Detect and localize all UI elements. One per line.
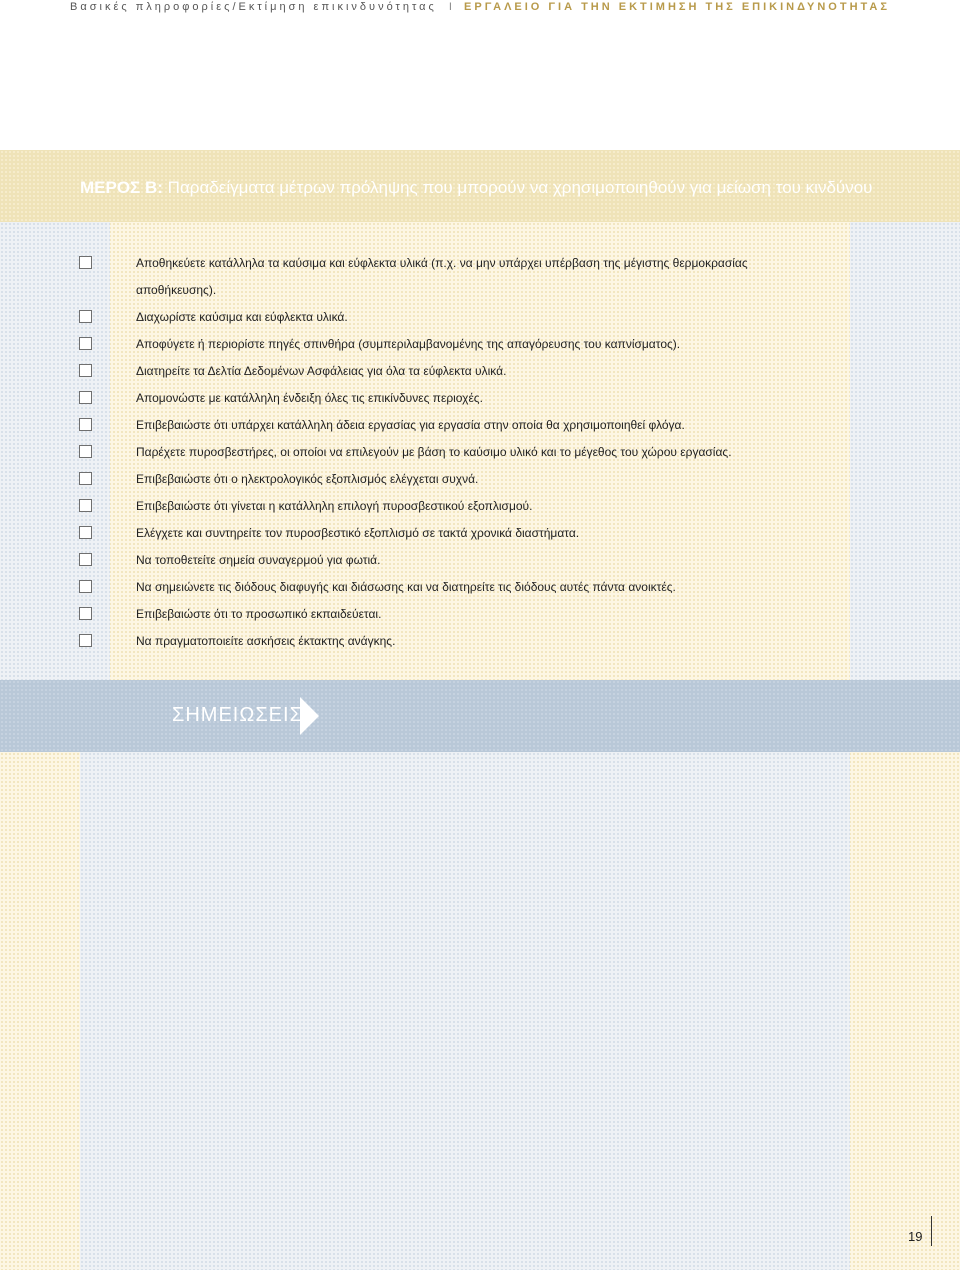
checklist-item (0, 520, 960, 547)
section-title-text: Παραδείγματα μέτρων πρόληψης που μπορούν να χρησιμοποιηθούν για μείωση του κινδύνου (167, 178, 873, 197)
checkbox[interactable] (79, 607, 92, 620)
checklist-item (0, 547, 960, 574)
notes-writing-area[interactable] (80, 752, 850, 1270)
checklist-item (0, 628, 960, 655)
checklist-item (0, 574, 960, 601)
notes-title: ΣΗΜΕΙΩΣΕΙΣ (172, 704, 303, 726)
checklist-item-text: Παρέχετε πυροσβεστήρες, οι οποίοι να επιλεγούν με βάση το καύσιμο υλικό και το μέγεθος του χώρου εργασίας. (136, 445, 732, 459)
checklist-item-text: Επιβεβαιώστε ότι το προσωπικό εκπαιδεύεται. (136, 607, 382, 621)
checkbox[interactable] (79, 337, 92, 350)
checklist-item-text: Αποφύγετε ή περιορίστε πηγές σπινθήρα (συμπεριλαμβανομένης της απαγόρευσης του καπνίσματος). (136, 337, 681, 351)
header-separator: I (448, 1, 452, 13)
checklist-item-text: Διατηρείτε τα Δελτία Δεδομένων Ασφάλειας για όλα τα εύφλεκτα υλικά. (136, 364, 507, 378)
checklist-item (0, 304, 960, 331)
header-right: ΕΡΓΑΛΕΙΟ ΓΙΑ ΤΗΝ ΕΚΤΙΜΗΣΗ ΤΗΣ ΕΠΙΚΙΝΔΥΝΟΤΗΤΑΣ (464, 1, 890, 13)
checklist-item-text: Επιβεβαιώστε ότι ο ηλεκτρολογικός εξοπλισμός ελέγχεται συχνά. (136, 472, 479, 486)
checkbox[interactable] (79, 526, 92, 539)
checklist-item (0, 466, 960, 493)
checklist-item (0, 385, 960, 412)
checkbox[interactable] (79, 391, 92, 404)
checklist-item-text: Διαχωρίστε καύσιμα και εύφλεκτα υλικά. (136, 310, 348, 324)
running-header (0, 0, 960, 14)
page-number: 19 (908, 1229, 923, 1244)
checkbox[interactable] (79, 364, 92, 377)
notes-title-band (0, 680, 960, 752)
checklist-item (0, 358, 960, 385)
checklist-item (0, 331, 960, 358)
checkbox[interactable] (79, 580, 92, 593)
header-left: Βασικές πληροφορίες/Εκτίμηση επικινδυνότητας (70, 1, 437, 13)
checklist-item (0, 601, 960, 628)
checkbox[interactable] (79, 256, 92, 269)
checklist-item-text: Να τοποθετείτε σημεία συναγερμού για φωτιά. (136, 553, 381, 567)
checklist-item (0, 439, 960, 466)
checkbox[interactable] (79, 553, 92, 566)
checklist-item (0, 493, 960, 520)
checklist-item-text: Ελέγχετε και συντηρείτε τον πυροσβεστικό εξοπλισμό σε τακτά χρονικά διαστήματα. (136, 526, 580, 540)
checklist-item-text: Επιβεβαιώστε ότι γίνεται η κατάλληλη επιλογή πυροσβεστικού εξοπλισμού. (136, 499, 533, 513)
checklist-item (0, 412, 960, 439)
checklist (0, 250, 960, 655)
arrow-right-icon (300, 697, 319, 735)
checkbox[interactable] (79, 310, 92, 323)
checkbox[interactable] (79, 634, 92, 647)
page-number-rule (931, 1216, 932, 1246)
checkbox[interactable] (79, 472, 92, 485)
checklist-item-text: Να πραγματοποιείτε ασκήσεις έκτακτης ανάγκης. (136, 634, 396, 648)
section-title (80, 178, 872, 198)
checklist-item-text: Αποθηκεύετε κατάλληλα τα καύσιμα και εύφλεκτα υλικά (π.χ. να μην υπάρχει υπέρβαση της μέγιστης θερμοκρασίας αποθήκευσης). (136, 256, 748, 297)
checklist-item-text: Επιβεβαιώστε ότι υπάρχει κατάλληλη άδεια εργασίας για εργασία στην οποία θα χρησιμοποιηθεί φλόγα. (136, 418, 685, 432)
checklist-item (0, 250, 960, 304)
section-label: ΜΕΡΟΣ Β: (80, 178, 163, 197)
checkbox[interactable] (79, 445, 92, 458)
checklist-item-text: Να σημειώνετε τις διόδους διαφυγής και διάσωσης και να διατηρείτε τις διόδους αυτές πάντα ανοικτές. (136, 580, 676, 594)
checkbox[interactable] (79, 418, 92, 431)
checkbox[interactable] (79, 499, 92, 512)
checklist-item-text: Απομονώστε με κατάλληλη ένδειξη όλες τις επικίνδυνες περιοχές. (136, 391, 483, 405)
